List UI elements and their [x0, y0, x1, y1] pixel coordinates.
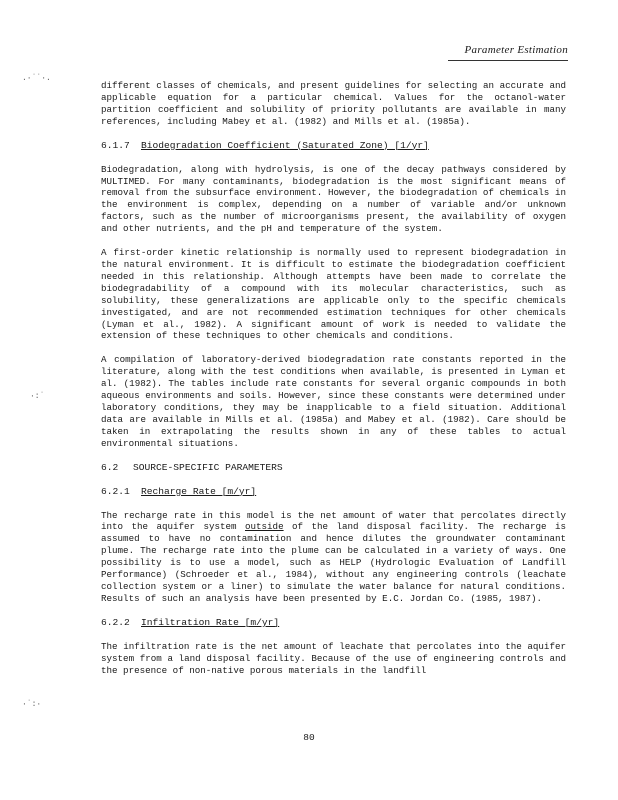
section-6-2-heading — [101, 462, 566, 474]
running-header: Parameter Estimation — [464, 44, 568, 56]
section-6-2-2-heading — [101, 617, 566, 629]
section-title: Infiltration Rate [m/yr] — [141, 616, 280, 628]
section-number: 6.2.1 — [101, 485, 130, 497]
section-title: Biodegradation Coefficient (Saturated Zone) [1/yr] — [141, 139, 429, 151]
recharge-paragraph: The recharge rate in this model is the net amount of water that percolates directly into the aquifer system outside of the land disposal facility. The recharge is assumed to have no contamination and hence dilutes the groundwater contaminant plume. The recharge rate into the plume can be calculated in a variety of ways. One possibility is to use a model, such as HELP (Hydrologic Evaluation of Landfill Performance) (Schroeder et al., 1984), without any engineering controls (leachate collection system or a liner) to simulate the water balance for natural conditions. Results of such an analysis have been presented by E.C. Jordan Co. (1985, 1987). — [101, 509, 567, 604]
section-title: Recharge Rate [m/yr] — [141, 485, 257, 497]
scan-speck: .·˙˙·. — [22, 74, 51, 83]
section-number: 6.1.7 — [101, 139, 130, 151]
biodegradation-paragraph-2: A first-order kinetic relationship is normally used to represent biodegradation in the natural environment. It is difficult to estimate the biodegradation coefficient needed in this relationship. Although attempts have been made to correlate the biodegradability of a compound with its molecular characteristics, such as solubility, these generalizations are applicable only to the specific chemicals investigated, and are not recommended estimation techniques for other chemicals (Lyman et al., 1982). A significant amount of work is needed to validate the extension of these techniques to other chemicals and conditions. — [101, 247, 566, 342]
biodegradation-paragraph-3: A compilation of laboratory-derived biodegradation rate constants reported in the literature, along with the test conditions when available, is presented in Lyman et al. (1982). The tables include rate constants for several organic compounds in both aqueous environments and soils. However, since these constants were determined under laboratory conditions, they may be inapplicable to a field situation. Additional data are available in Mills et al. (1985a) and Mabey et al. (1982). Care should be taken in extrapolating the results shown in any of these tables to actual environmental situations. — [101, 354, 566, 449]
section-title: SOURCE-SPECIFIC PARAMETERS — [133, 461, 283, 473]
page-number: 80 — [303, 732, 315, 743]
section-6-1-7-heading — [101, 140, 566, 152]
scan-speck: ·:˙ — [30, 392, 45, 401]
biodegradation-paragraph-1: Biodegradation, along with hydrolysis, is one of the decay pathways considered by MULTIMED. For many contaminants, biodegradation is the most significant means of removal from the subsurface environment. However, the biodegradation of chemicals in the environment is complex, depending on a number of variable and/or unknown factors, such as the number of microorganisms present, the availability of oxygen and other nutrients, and the pH and temperature of the system. — [101, 163, 566, 235]
body-text — [101, 80, 566, 677]
header-rule — [448, 60, 568, 61]
section-number: 6.2 — [101, 461, 119, 473]
emphasis-outside: outside — [244, 521, 284, 533]
section-6-2-1-heading — [101, 486, 566, 498]
section-number: 6.2.2 — [101, 616, 130, 628]
scan-speck: ·˙:· — [22, 700, 42, 709]
infiltration-paragraph: The infiltration rate is the net amount of leachate that percolates into the aquifer system from a land disposal facility. Because of the use of engineering controls and the presence of non-native porous materials in the landfill — [101, 640, 566, 676]
intro-paragraph: different classes of chemicals, and present guidelines for selecting an accurate and applicable equation for a particular chemical. Values for the octanol-water partition coefficient and solubility of priority pollutants are available in many references, including Mabey et al. (1982) and Mills et al. (1985a). — [101, 80, 566, 127]
